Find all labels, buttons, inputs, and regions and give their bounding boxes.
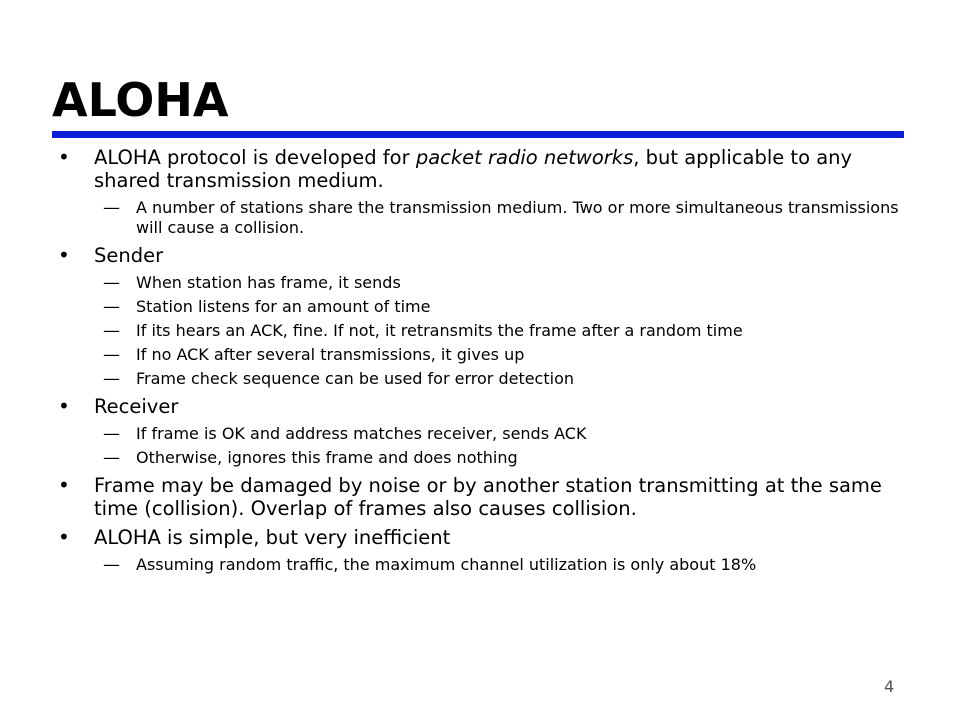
sub-bullet-text: When station has frame, it sends: [136, 273, 401, 292]
bullet-group-inefficient: [58, 526, 908, 575]
bullet-text: Sender: [94, 244, 164, 267]
bullet-dot-icon: •: [58, 394, 70, 418]
sub-bullet-item: [58, 198, 908, 238]
bullet-dot-icon: •: [58, 145, 70, 169]
dash-icon: —: [103, 345, 120, 365]
dash-icon: —: [103, 297, 120, 317]
sub-bullet-item: [58, 555, 908, 575]
bullet-text: Receiver: [94, 395, 179, 418]
bullet-dot-icon: •: [58, 243, 70, 267]
bullet-group-aloha-protocol: [58, 146, 908, 238]
sub-bullet-text: If no ACK after several transmissions, it gives up: [136, 345, 525, 364]
bullet-item: [58, 395, 908, 418]
page-number: 4: [884, 677, 895, 696]
bullet-text-part: ALOHA protocol is developed for: [94, 146, 416, 169]
sub-bullet-text: Assuming random traffic, the maximum channel utilization is only about 18%: [136, 555, 757, 574]
dash-icon: —: [103, 321, 120, 341]
bullet-group-receiver: [58, 395, 908, 468]
bullet-item: [58, 244, 908, 267]
dash-icon: —: [103, 273, 120, 293]
bullet-item: [58, 146, 908, 192]
dash-icon: —: [103, 424, 120, 444]
sub-bullet-item: [58, 448, 908, 468]
sub-bullet-text: Station listens for an amount of time: [136, 297, 431, 316]
bullet-group-frame-damage: [58, 474, 908, 520]
bullet-dot-icon: •: [58, 525, 70, 549]
dash-icon: —: [103, 198, 120, 218]
bullet-item: [58, 526, 908, 549]
bullet-text-part: , but applicable to any shared transmission medium.: [94, 146, 853, 192]
sub-bullet-item: [58, 369, 908, 389]
bullet-group-sender: [58, 244, 908, 389]
dash-icon: —: [103, 448, 120, 468]
sub-bullet-text: Frame check sequence can be used for error detection: [136, 369, 574, 388]
bullet-dot-icon: •: [58, 473, 70, 497]
slide-title: ALOHA: [52, 73, 229, 127]
sub-bullet-item: [58, 345, 908, 365]
sub-bullet-item: [58, 424, 908, 444]
sub-bullet-item: [58, 321, 908, 341]
bullet-item: [58, 474, 908, 520]
title-underline-rule: [52, 131, 904, 138]
dash-icon: —: [103, 369, 120, 389]
bullet-text: Frame may be damaged by noise or by another station transmitting at the same time (collision). Overlap of frames also causes collision.: [94, 474, 882, 520]
bullet-text: ALOHA is simple, but very inefficient: [94, 526, 451, 549]
dash-icon: —: [103, 555, 120, 575]
sub-bullet-text: If frame is OK and address matches receiver, sends ACK: [136, 424, 587, 443]
sub-bullet-text: Otherwise, ignores this frame and does nothing: [136, 448, 518, 467]
slide-content: [58, 146, 908, 581]
sub-bullet-text: A number of stations share the transmission medium. Two or more simultaneous transmissions will cause a collision.: [136, 198, 899, 237]
sub-bullet-item: [58, 297, 908, 317]
sub-bullet-item: [58, 273, 908, 293]
sub-bullet-text: If its hears an ACK, fine. If not, it retransmits the frame after a random time: [136, 321, 743, 340]
bullet-text-emphasis: packet radio networks: [415, 146, 634, 169]
